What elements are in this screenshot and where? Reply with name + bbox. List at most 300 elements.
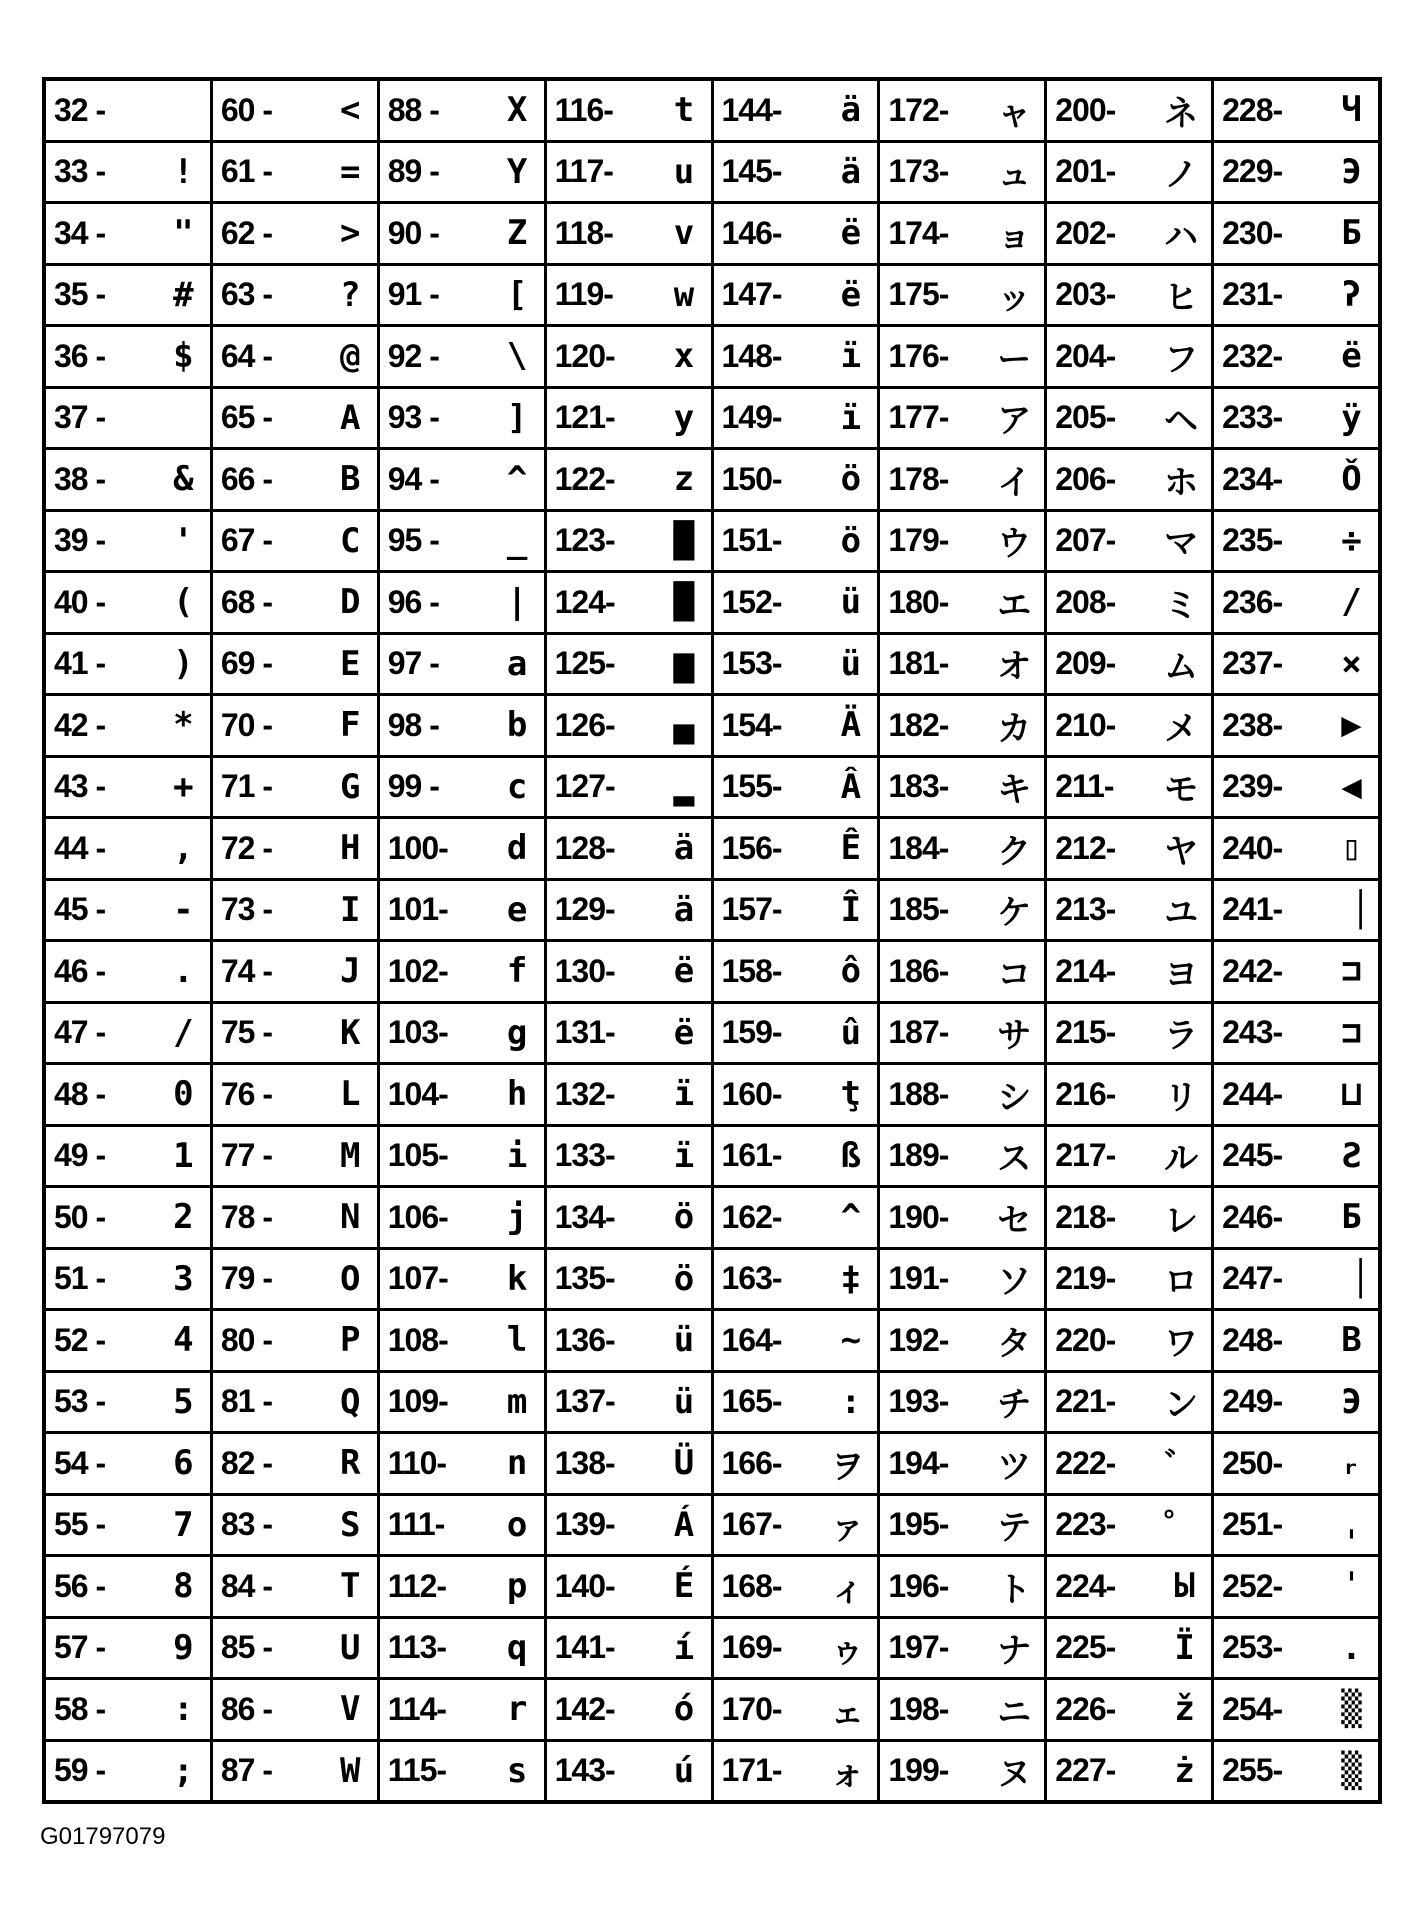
character-code: 140- (554, 1567, 615, 1604)
table-cell (547, 1373, 711, 1432)
table-cell (714, 819, 878, 878)
table-cell (880, 143, 1044, 202)
character-glyph: ワ (1164, 1323, 1198, 1364)
table-cell (714, 512, 878, 571)
table-cell (1214, 1250, 1378, 1309)
character-glyph: ä (840, 151, 861, 192)
table-cell (547, 512, 711, 571)
table-cell (714, 1065, 878, 1124)
character-glyph: H (340, 828, 360, 869)
character-code: 188- (888, 1075, 949, 1112)
character-code: 57 - (54, 1629, 106, 1666)
character-code: 240- (1222, 829, 1283, 866)
character-glyph: ó (673, 1689, 694, 1730)
character-code: 127- (554, 768, 615, 805)
character-glyph: ü (840, 643, 861, 684)
table-cell (46, 1496, 210, 1555)
character-glyph: u (673, 151, 694, 192)
character-code: 51 - (54, 1260, 106, 1297)
character-glyph: キ (997, 770, 1031, 811)
character-code: 58 - (54, 1690, 106, 1727)
table-cell (213, 1188, 377, 1247)
character-glyph: ⊐ (1341, 1012, 1361, 1053)
character-code: 231- (1222, 276, 1283, 313)
character-glyph: & (173, 459, 193, 500)
character-glyph: P (340, 1320, 360, 1361)
character-glyph: Ü (673, 1443, 694, 1484)
character-code: 104- (387, 1075, 448, 1112)
character-glyph: ë (673, 951, 694, 992)
character-glyph: R (340, 1443, 360, 1484)
table-cell (213, 1065, 377, 1124)
table-cell (547, 819, 711, 878)
character-glyph: サ (997, 1016, 1031, 1057)
character-code: 107- (387, 1260, 448, 1297)
character-glyph: ロ (1164, 1262, 1198, 1303)
character-glyph: ) (173, 643, 193, 684)
character-glyph: × (1341, 643, 1361, 684)
table-cell (380, 266, 544, 325)
table-cell (380, 1742, 544, 1801)
table-cell (880, 819, 1044, 878)
character-code: 144- (721, 91, 782, 128)
character-code: 219- (1055, 1260, 1116, 1297)
character-code: 62 - (220, 214, 273, 251)
character-glyph: ˌ (1341, 1504, 1361, 1545)
character-code: 210- (1055, 706, 1116, 743)
character-code: 238- (1222, 706, 1283, 743)
character-glyph: G (340, 766, 360, 807)
table-cell (1214, 1680, 1378, 1739)
character-code: 87 - (220, 1752, 273, 1789)
character-code: 167- (721, 1506, 782, 1543)
character-code: 192- (888, 1321, 949, 1358)
character-glyph: Î (840, 889, 861, 930)
character-glyph: $ (173, 336, 193, 377)
character-code: 242- (1222, 952, 1283, 989)
character-code: 101- (387, 891, 448, 928)
character-glyph: ö (673, 1258, 694, 1299)
character-glyph: セ (997, 1200, 1031, 1241)
character-code: 183- (888, 768, 949, 805)
table-cell (46, 1680, 210, 1739)
character-glyph: Q (340, 1381, 360, 1422)
table-cell (213, 696, 377, 755)
character-code: 175- (888, 276, 949, 313)
character-code: 168- (721, 1567, 782, 1604)
table-cell (714, 81, 878, 140)
character-glyph: / (1341, 582, 1361, 623)
character-glyph: N (340, 1197, 360, 1238)
table-cell (547, 143, 711, 202)
character-glyph: ▒ (1341, 1750, 1361, 1791)
character-code: 204- (1055, 337, 1116, 374)
table-cell (880, 204, 1044, 263)
character-glyph: ü (673, 1320, 694, 1361)
character-glyph: O (340, 1258, 360, 1299)
table-cell (380, 758, 544, 817)
character-glyph: █ (673, 582, 694, 623)
table-cell (714, 573, 878, 632)
table-cell (1214, 881, 1378, 940)
character-code: 86 - (220, 1690, 273, 1727)
character-code: 39 - (54, 522, 106, 559)
table-cell (547, 1434, 711, 1493)
character-code: 53 - (54, 1383, 106, 1420)
table-cell (46, 696, 210, 755)
table-cell (1214, 1434, 1378, 1493)
character-glyph: ÷ (1341, 520, 1361, 561)
character-glyph: ァ (830, 1508, 864, 1549)
character-code: 195- (888, 1506, 949, 1543)
table-cell (213, 389, 377, 448)
table-cell (1047, 266, 1211, 325)
character-code: 106- (387, 1198, 448, 1235)
character-code: 197- (888, 1629, 949, 1666)
table-cell (1047, 758, 1211, 817)
character-glyph: ▯ (1341, 828, 1361, 869)
table-cell (1047, 1434, 1211, 1493)
character-glyph: 0 (173, 1074, 193, 1115)
character-code: 74 - (220, 952, 273, 989)
table-cell (213, 81, 377, 140)
character-glyph: ž (1174, 1689, 1194, 1730)
table-cell (547, 942, 711, 1001)
character-code: 84 - (220, 1567, 273, 1604)
character-glyph: Б (1341, 213, 1361, 254)
character-glyph: ア (997, 401, 1031, 442)
table-cell (1047, 327, 1211, 386)
character-glyph: : (840, 1381, 861, 1422)
character-glyph: v (673, 213, 694, 254)
character-code: 82 - (220, 1444, 273, 1481)
table-cell (880, 450, 1044, 509)
character-code: 33 - (54, 153, 106, 190)
character-glyph: o (506, 1504, 527, 1545)
character-glyph: ウ (997, 524, 1031, 565)
character-code: 245- (1222, 1137, 1283, 1174)
table-cell (714, 204, 878, 263)
character-glyph: エ (997, 585, 1031, 626)
table-cell (880, 266, 1044, 325)
table-cell (380, 1434, 544, 1493)
character-glyph: V (340, 1689, 360, 1730)
character-code: 52 - (54, 1321, 106, 1358)
table-cell (714, 696, 878, 755)
table-cell (547, 1004, 711, 1063)
table-cell (714, 450, 878, 509)
character-glyph: h (506, 1074, 527, 1115)
table-cell (714, 1557, 878, 1616)
table-cell (1214, 1127, 1378, 1186)
character-glyph: / (173, 1012, 193, 1053)
table-cell (1214, 1557, 1378, 1616)
character-glyph: ネ (1164, 93, 1198, 134)
table-cell (46, 81, 210, 140)
table-cell (213, 512, 377, 571)
character-code: 202- (1055, 214, 1116, 251)
table-cell (714, 1680, 878, 1739)
character-code: 85 - (220, 1629, 273, 1666)
table-cell (1047, 1127, 1211, 1186)
character-code: 34 - (54, 214, 106, 251)
character-code: 153- (721, 645, 782, 682)
character-code: 196- (888, 1567, 949, 1604)
character-code: 78 - (220, 1198, 273, 1235)
table-cell (46, 881, 210, 940)
table-cell (213, 204, 377, 263)
character-code: 165- (721, 1383, 782, 1420)
table-cell (1214, 266, 1378, 325)
table-cell (880, 758, 1044, 817)
character-code: 124- (554, 583, 615, 620)
character-glyph: Э (1341, 151, 1361, 192)
character-code: 190- (888, 1198, 949, 1235)
character-code: 81 - (220, 1383, 273, 1420)
character-glyph: X (506, 90, 527, 131)
character-code: 66 - (220, 460, 273, 497)
table-cell (380, 1619, 544, 1678)
character-code: 73 - (220, 891, 273, 928)
character-glyph: ォ (830, 1754, 864, 1795)
character-glyph: . (1341, 1627, 1361, 1668)
character-code: 193- (888, 1383, 949, 1420)
table-cell (213, 1496, 377, 1555)
character-code: 139- (554, 1506, 615, 1543)
character-glyph: コ (997, 954, 1031, 995)
character-code: 115- (387, 1752, 447, 1789)
character-glyph: В (1341, 1320, 1361, 1361)
table-cell (213, 450, 377, 509)
character-glyph: ユ (1164, 893, 1198, 934)
table-cell (880, 1188, 1044, 1247)
character-glyph: ü (840, 582, 861, 623)
character-code: 159- (721, 1014, 782, 1051)
table-cell (714, 1311, 878, 1370)
character-glyph: 5 (173, 1381, 193, 1422)
character-code: 146- (721, 214, 782, 251)
table-cell (46, 1619, 210, 1678)
character-glyph: ホ (1164, 462, 1198, 503)
character-code: 191- (888, 1260, 949, 1297)
table-cell (547, 204, 711, 263)
table-cell (880, 1434, 1044, 1493)
character-glyph: Y (506, 151, 527, 192)
character-glyph: ż (1174, 1750, 1194, 1791)
character-glyph: E (340, 643, 360, 684)
character-glyph: ⊔ (1341, 1074, 1361, 1115)
table-cell (547, 635, 711, 694)
table-cell (1047, 1065, 1211, 1124)
table-cell (380, 1065, 544, 1124)
table-cell (1047, 942, 1211, 1001)
character-glyph: = (340, 151, 360, 192)
character-code: 112- (387, 1567, 447, 1604)
character-code: 89 - (387, 153, 439, 190)
table-cell (380, 1311, 544, 1370)
table-cell (46, 1373, 210, 1432)
character-code: 129- (554, 891, 615, 928)
character-code: 229- (1222, 153, 1283, 190)
character-code: 244- (1222, 1075, 1283, 1112)
character-glyph: U (340, 1627, 360, 1668)
character-glyph: ェ (830, 1692, 864, 1733)
character-code: 94 - (387, 460, 439, 497)
character-code: 147- (721, 276, 782, 313)
table-cell (880, 389, 1044, 448)
character-glyph: シ (997, 1077, 1031, 1118)
character-glyph: ▕ (1341, 889, 1361, 930)
table-cell (46, 1557, 210, 1616)
table-cell (1047, 573, 1211, 632)
character-code: 171- (721, 1752, 782, 1789)
character-code: 205- (1055, 399, 1116, 436)
character-code: 227- (1055, 1752, 1116, 1789)
character-code: 105- (387, 1137, 448, 1174)
character-code: 225- (1055, 1629, 1116, 1666)
character-glyph: 6 (173, 1443, 193, 1484)
character-glyph: ö (840, 520, 861, 561)
table-cell (213, 1004, 377, 1063)
character-code: 108- (387, 1321, 448, 1358)
character-code: 217- (1055, 1137, 1116, 1174)
table-cell (547, 573, 711, 632)
character-code: 100- (387, 829, 448, 866)
character-glyph: テ (997, 1508, 1031, 1549)
table-cell (547, 1619, 711, 1678)
character-glyph: l (506, 1320, 527, 1361)
character-code: 40 - (54, 583, 106, 620)
table-cell (46, 1434, 210, 1493)
character-glyph: ス (997, 1139, 1031, 1180)
character-glyph: ï (840, 397, 861, 438)
character-code: 126- (554, 706, 615, 743)
character-glyph: カ (997, 708, 1031, 749)
character-code: 60 - (220, 91, 273, 128)
character-code: 249- (1222, 1383, 1283, 1420)
table-cell (380, 512, 544, 571)
table-cell (380, 1680, 544, 1739)
character-code: 135- (554, 1260, 615, 1297)
character-glyph: D (340, 582, 360, 623)
table-cell (880, 1004, 1044, 1063)
table-cell (46, 1065, 210, 1124)
table-cell (380, 635, 544, 694)
table-cell (1214, 573, 1378, 632)
table-cell (1047, 450, 1211, 509)
character-glyph: 8 (173, 1566, 193, 1607)
character-glyph: ツ (997, 1446, 1031, 1487)
table-cell (547, 1250, 711, 1309)
character-code: 83 - (220, 1506, 273, 1543)
character-code: 162- (721, 1198, 782, 1235)
character-glyph: ー (997, 339, 1031, 380)
character-code: 102- (387, 952, 448, 989)
character-glyph: ä (673, 889, 694, 930)
character-code: 110- (387, 1444, 447, 1481)
table-cell (714, 942, 878, 1001)
character-code: 216- (1055, 1075, 1116, 1112)
character-glyph: ^ (840, 1197, 861, 1238)
table-cell (46, 143, 210, 202)
character-code: 45 - (54, 891, 106, 928)
table-cell (1214, 1373, 1378, 1432)
character-code: 134- (554, 1198, 615, 1235)
character-code: 141- (554, 1629, 615, 1666)
table-cell (380, 81, 544, 140)
table-cell (1214, 81, 1378, 140)
character-glyph: ë (673, 1012, 694, 1053)
character-code: 176- (888, 337, 949, 374)
character-code: 133- (554, 1137, 615, 1174)
character-code: 56 - (54, 1567, 106, 1604)
table-cell (46, 266, 210, 325)
character-glyph: i (506, 1135, 527, 1176)
table-cell (380, 696, 544, 755)
table-cell (1214, 1004, 1378, 1063)
table-cell (880, 1496, 1044, 1555)
character-glyph: n (506, 1443, 527, 1484)
character-glyph: ナ (997, 1631, 1031, 1672)
character-code: 246- (1222, 1198, 1283, 1235)
character-glyph: B (340, 459, 360, 500)
table-cell (46, 1311, 210, 1370)
table-cell (1047, 1619, 1211, 1678)
character-code: 237- (1222, 645, 1283, 682)
character-code: 208- (1055, 583, 1116, 620)
character-glyph: k (506, 1258, 527, 1299)
table-cell (714, 758, 878, 817)
table-cell (880, 1680, 1044, 1739)
character-glyph: 3 (173, 1258, 193, 1299)
character-glyph: S (340, 1504, 360, 1545)
character-code: 32 - (54, 91, 106, 128)
character-code: 189- (888, 1137, 949, 1174)
table-cell (1214, 143, 1378, 202)
character-glyph: ë (840, 274, 861, 315)
character-glyph: ˈ (1341, 1566, 1361, 1607)
character-code: 200- (1055, 91, 1116, 128)
table-cell (547, 1742, 711, 1801)
character-glyph: ク (997, 831, 1031, 872)
character-glyph: ä (840, 90, 861, 131)
table-cell (547, 1496, 711, 1555)
character-glyph: ミ (1164, 585, 1198, 626)
table-cell (1047, 1188, 1211, 1247)
character-code: 93 - (387, 399, 439, 436)
character-glyph: ü (673, 1381, 694, 1422)
character-code: 186- (888, 952, 949, 989)
character-glyph: ラ (1164, 1016, 1198, 1057)
table-cell (380, 1188, 544, 1247)
character-glyph: r (506, 1689, 527, 1730)
table-cell (46, 327, 210, 386)
character-glyph: a (506, 643, 527, 684)
table-cell (547, 1680, 711, 1739)
character-glyph: ▶ (1341, 705, 1361, 746)
table-cell (1214, 1742, 1378, 1801)
table-cell (213, 1311, 377, 1370)
character-glyph: Á (673, 1504, 694, 1545)
character-code: 37 - (54, 399, 106, 436)
character-code: 255- (1222, 1752, 1283, 1789)
character-glyph: ッ (997, 278, 1031, 319)
character-glyph: ソ (997, 1262, 1031, 1303)
character-glyph: C (340, 520, 360, 561)
character-code: 223- (1055, 1506, 1116, 1543)
table-cell (880, 696, 1044, 755)
character-code: 48 - (54, 1075, 106, 1112)
